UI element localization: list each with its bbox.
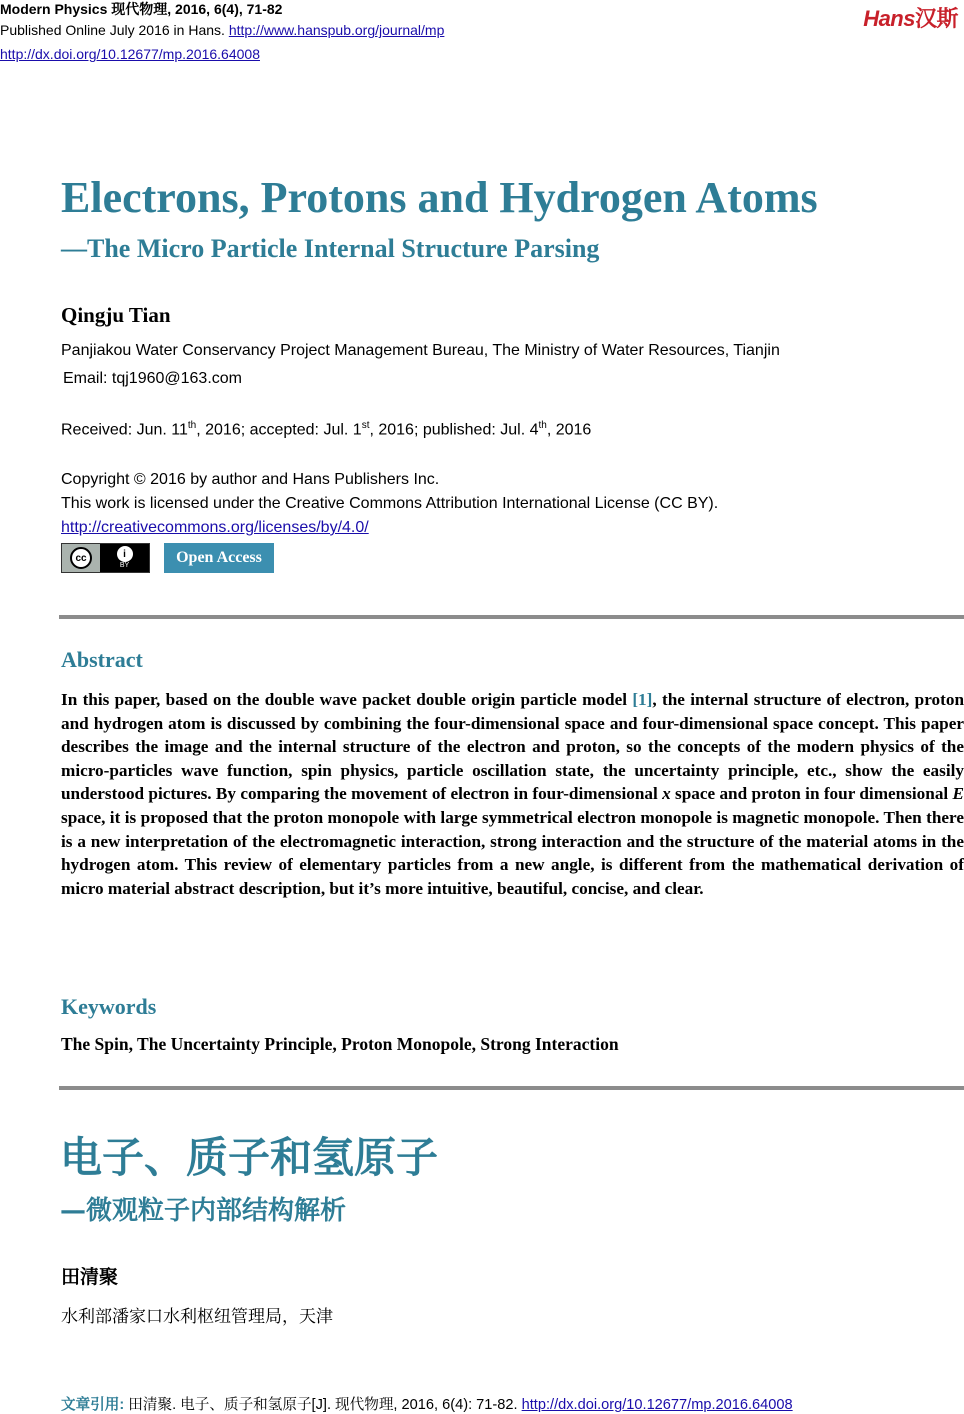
license-url-link[interactable]: http://creativecommons.org/licenses/by/4.0/ <box>61 519 369 536</box>
variable-x: x <box>662 784 671 804</box>
keywords-heading: Keywords <box>61 994 157 1019</box>
accepted-date: , 2016; accepted: Jul. 1 <box>196 421 362 439</box>
article-subtitle: —The Micro Particle Internal Structure Parsing <box>61 234 600 263</box>
keywords-text: The Spin, The Uncertainty Principle, Proton Monopole, Strong Interaction <box>61 1034 619 1054</box>
published-text: Published Online July 2016 in Hans. <box>0 22 229 38</box>
published-sup: th <box>538 420 547 431</box>
doi-line <box>0 45 260 63</box>
abstract-heading: Abstract <box>61 647 143 672</box>
journal-url-link[interactable]: http://www.hanspub.org/journal/mp <box>228 22 445 38</box>
chinese-affiliation: 水利部潘家口水利枢纽管理局，天津 <box>61 1307 333 1327</box>
journal-info: Modern Physics 现代物理, 2016, 6(4), 71-82 <box>0 1 283 17</box>
variable-e: E <box>952 784 964 804</box>
logo-cn-text: 汉斯 <box>914 6 958 31</box>
attribution-person-icon: i <box>117 546 133 562</box>
license-url-line <box>61 519 369 537</box>
citation-line <box>61 1393 793 1414</box>
cc-by-section <box>100 544 149 572</box>
abstract-part-2: , the internal structure of electron, proton and hydrogen atom is discussed by combining the four-dimensional space and four-dimensional space concept. This paper describes the image and the internal structure of the electron and proton, so the concepts of the modern physics of the micro-particles wave function, spin physics, particle oscillation state, the uncertainty principle, etc., show the easily understood pictures. By comparing the movement of electron in four-dimensional <box>61 690 964 804</box>
abstract-part-3: space and proton in four dimensional <box>670 784 953 804</box>
accepted-sup: st <box>361 420 370 431</box>
author-name: Qingju Tian <box>61 303 171 327</box>
section-divider-top <box>59 615 964 619</box>
article-title: Electrons, Protons and Hydrogen Atoms <box>61 173 818 222</box>
copyright-line: Copyright © 2016 by author and Hans Publishers Inc. <box>61 471 440 488</box>
author-email: Email: tqj1960@163.com <box>63 370 242 387</box>
logo-latin-text: Hans <box>863 6 915 31</box>
cc-by-label: BY <box>119 562 130 569</box>
author-affiliation: Panjiakou Water Conservancy Project Management Bureau, The Ministry of Water Resources, Tianjin <box>61 342 780 359</box>
chinese-subtitle: —微观粒子内部结构解析 <box>60 1196 347 1226</box>
chinese-author: 田清聚 <box>61 1266 119 1288</box>
published-date: , 2016; published: Jul. 4 <box>369 421 539 439</box>
chinese-title: 电子、质子和氢原子 <box>60 1133 439 1182</box>
open-access-badge: Open Access <box>164 543 274 573</box>
abstract-part-4: space, it is proposed that the proton monopole with large symmetrical electron monopole is magnetic monopole. Then there is a new interpretation of the electromagnetic interaction, strong interaction and the structure of the material atoms in the hydrogen atom. This review of elementary particles from a new angle, is different from the mathematical derivation of micro material abstract description, but it’s more intuitive, beautiful, concise, and clear. <box>61 807 964 898</box>
citation-label: 文章引用: <box>61 1397 125 1413</box>
citation-doi-link[interactable]: http://dx.doi.org/10.12677/mp.2016.64008 <box>521 1397 793 1413</box>
cc-icon: cc <box>70 547 92 569</box>
published-year: , 2016 <box>546 421 592 439</box>
cc-logo <box>62 544 100 572</box>
section-divider-bottom <box>59 1086 964 1090</box>
license-line: This work is licensed under the Creative Commons Attribution International License (CC BY). <box>61 495 719 512</box>
reference-link[interactable]: [1] <box>632 690 653 709</box>
publication-dates <box>61 420 591 439</box>
published-line <box>0 21 444 39</box>
abstract-part-1: In this paper, based on the double wave packet double origin particle model <box>61 690 633 709</box>
abstract-text <box>61 688 964 900</box>
received-sup: th <box>187 420 197 431</box>
received-date: Received: Jun. 11 <box>61 421 188 439</box>
cc-by-badge[interactable] <box>61 543 150 573</box>
citation-text: 田清聚. 电子、质子和氢原子[J]. 现代物理, 2016, 6(4): 71-82. <box>124 1397 522 1413</box>
hans-logo <box>863 2 958 33</box>
doi-link[interactable]: http://dx.doi.org/10.12677/mp.2016.64008 <box>0 46 260 62</box>
